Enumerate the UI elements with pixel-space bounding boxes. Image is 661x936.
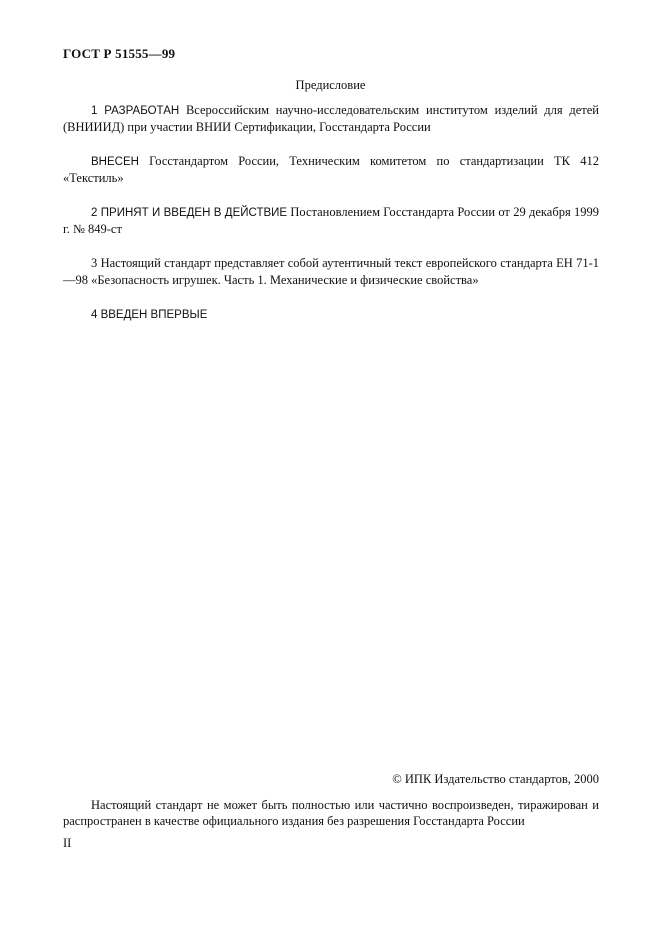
foreword-body <box>63 102 599 323</box>
paragraph-lead: 2 ПРИНЯТ И ВВЕДЕН В ДЕЙСТВИЕ <box>91 207 288 219</box>
paragraph-text: Госстандартом России, Техническим комитетом по стандартизации ТК 412 «Текстиль» <box>63 154 599 185</box>
reproduction-notice: Настоящий стандарт не может быть полностью или частично воспроизведен, тиражирован и распространен в качестве официального издания без разрешения Госстандарта России <box>63 798 599 828</box>
copyright-line: © ИПК Издательство стандартов, 2000 <box>392 772 599 786</box>
paragraph-lead: 1 РАЗРАБОТАН <box>91 105 180 117</box>
paragraph-text: 3 Настоящий стандарт представляет собой аутентичный текст европейского стандарта ЕН 71-1—98 «Безопасность игрушек. Часть 1. Механические и физические свойства» <box>63 256 599 287</box>
paragraph-authentic-text <box>63 255 599 288</box>
paragraph-introduced <box>63 153 599 186</box>
paragraph-lead: 4 ВВЕДЕН ВПЕРВЫЕ <box>91 309 208 321</box>
paragraph-text: Постановлением Госстандарта России от 29 декабря 1999 г. № 849-ст <box>63 205 599 236</box>
paragraph-lead: ВНЕСЕН <box>91 156 139 168</box>
paragraph-adopted <box>63 204 599 237</box>
section-heading: Предисловие <box>295 78 366 92</box>
document-code: ГОСТ Р 51555—99 <box>63 46 176 61</box>
paragraph-text: Всероссийским научно-исследовательским институтом изделий для детей (ВНИИИД) при участии ВНИИ Сертификации, Госстандарта России <box>63 103 599 134</box>
page-number: II <box>63 836 72 850</box>
paragraph-developed <box>63 102 599 135</box>
paragraph-first-introduced <box>63 306 599 323</box>
